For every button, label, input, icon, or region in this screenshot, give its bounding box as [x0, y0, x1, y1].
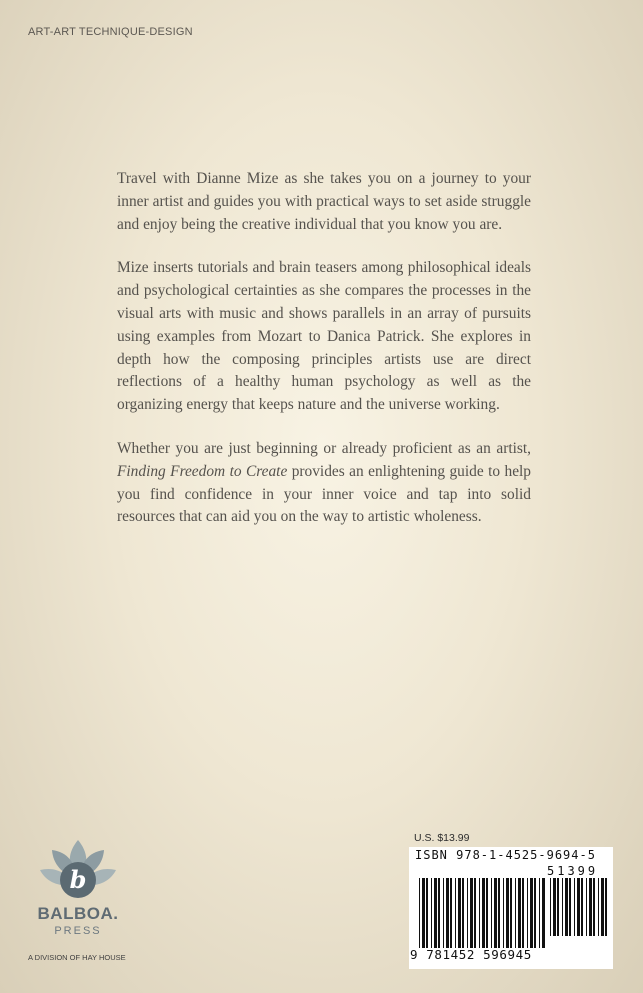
blurb-paragraph-3-start: Whether you are just beginning or already proficient as an artist, — [117, 439, 531, 457]
publisher-logo — [20, 838, 136, 968]
isbn-label: ISBN 978-1-4525-9694-5 — [415, 848, 596, 862]
barcode-addon-number: 51399 — [547, 864, 599, 878]
blurb-paragraph-3-end: provides an enlightening guide to help you find confidence in your inner voice and tap into solid resources that can aid you on the way to artistic wholeness. — [117, 462, 531, 526]
publisher-press: PRESS — [54, 925, 102, 937]
isbn-barcode — [409, 847, 613, 969]
lotus-icon — [38, 838, 118, 902]
svg-text:b: b — [69, 865, 87, 894]
barcode-bars — [419, 878, 545, 948]
barcode-addon-bars — [550, 878, 610, 936]
category-label: ART-ART TECHNIQUE-DESIGN — [28, 26, 193, 38]
book-title: Finding Freedom to Create — [117, 462, 288, 480]
barcode-digits: 9 781452 596945 — [410, 947, 532, 962]
price-label: U.S. $13.99 — [414, 832, 470, 844]
blurb-paragraph-3 — [117, 438, 531, 529]
publisher-division: A DIVISION OF HAY HOUSE — [28, 953, 126, 962]
blurb-paragraph-2: Mize inserts tutorials and brain teasers among philosophical ideals and psychological certainties as she compares the processes in the visual arts with music and shows parallels in an array of pursuits using examples from Mozart to Danica Patrick. She explores in depth how the composing principles artists use are direct reflections of a healthy human psychology as well as the organizing energy that keeps nature and the universe working. — [117, 259, 531, 414]
publisher-name: BALBOA. — [37, 904, 119, 923]
back-cover-blurb — [117, 168, 531, 550]
blurb-paragraph-1: Travel with Dianne Mize as she takes you on a journey to your inner artist and guides you with practical ways to set aside struggle and enjoy being the creative individual that you know you are. — [117, 170, 531, 233]
